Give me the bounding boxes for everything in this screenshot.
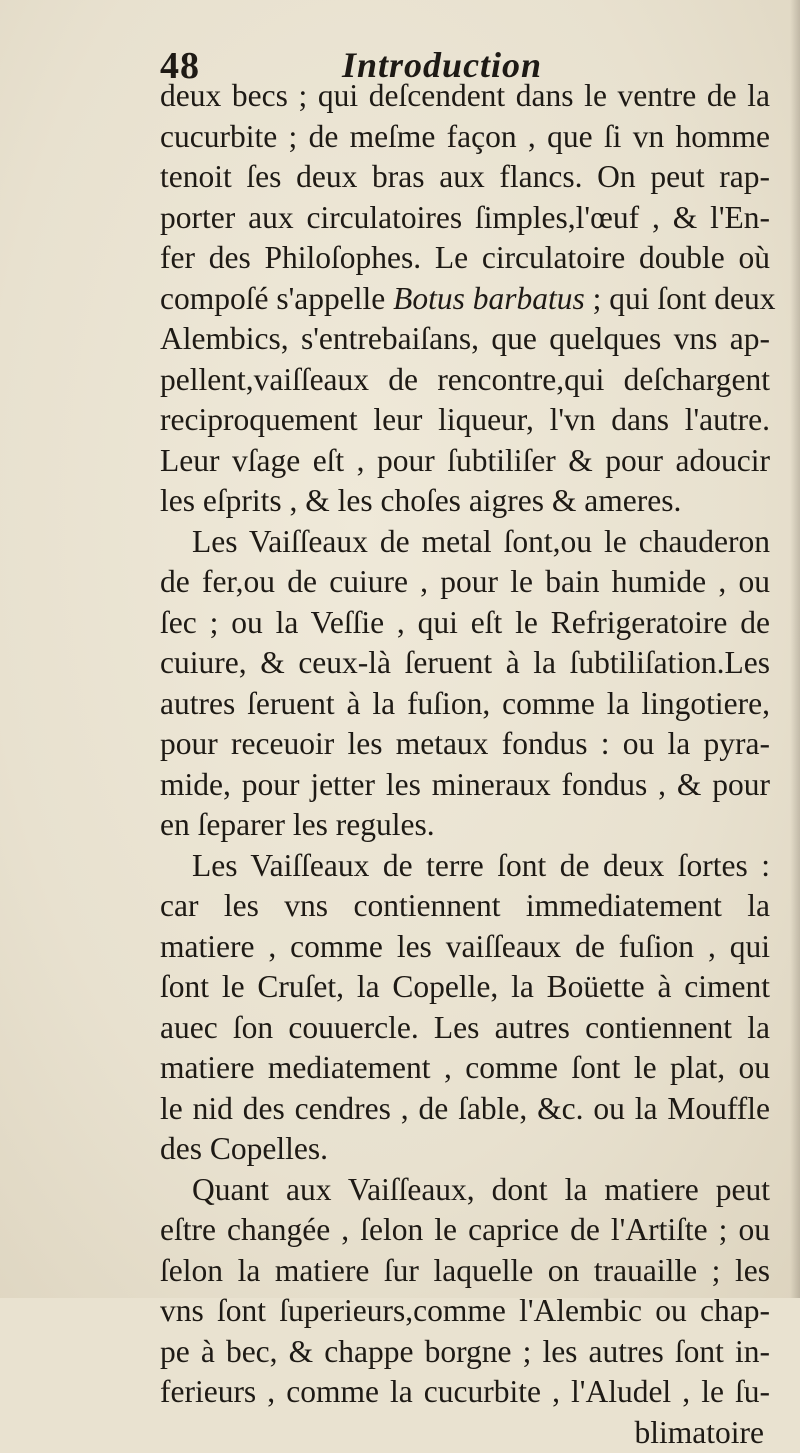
text-line: Les Vaiſſeaux de terre ſont de deux ſortes : <box>160 846 770 887</box>
text-line: de fer,ou de cuiure , pour le bain humide , ou <box>160 562 770 603</box>
text-line: mide, pour jetter les mineraux fondus , & pour <box>160 765 770 806</box>
text-line: pe à bec, & chappe borgne ; les autres ſont in- <box>160 1332 770 1373</box>
text-line: cucurbite ; de meſme façon , que ſi vn homme <box>160 117 770 158</box>
text-line: les eſprits , & les choſes aigres & ameres. <box>160 481 770 522</box>
text-line: eſtre changée , ſelon le caprice de l'Artiſte ; ou <box>160 1210 770 1251</box>
text-line: vns ſont ſuperieurs,comme l'Alembic ou chap- <box>160 1291 770 1332</box>
text-line: cuiure, & ceux-là ſeruent à la ſubtiliſation.Les <box>160 643 770 684</box>
italic-term: Botus barbatus <box>393 281 585 316</box>
text-line: Quant aux Vaiſſeaux, dont la matiere peut <box>160 1170 770 1211</box>
page-edge-shadow <box>790 0 800 1298</box>
text-line: Les Vaiſſeaux de metal ſont,ou le chauderon <box>160 522 770 563</box>
text-line: des Copelles. <box>160 1129 770 1170</box>
text-line: en ſeparer les regules. <box>160 805 770 846</box>
catchword-line: blimatoire <box>160 1413 770 1453</box>
text-line: Alembics, s'entrebaiſans, que quelques vns ap- <box>160 319 770 360</box>
page-number: 48 <box>160 44 200 88</box>
text-line: Leur vſage eſt , pour ſubtiliſer & pour adoucir <box>160 441 770 482</box>
text-line: deux becs ; qui deſcendent dans le ventre de la <box>160 76 770 117</box>
text-segment: ; qui ſont deux <box>585 281 776 316</box>
text-line: ſelon la matiere ſur laquelle on trauaille ; les <box>160 1251 770 1292</box>
body-text <box>160 76 770 1453</box>
text-line: matiere mediatement , comme ſont le plat, ou <box>160 1048 770 1089</box>
text-line <box>160 279 770 320</box>
text-line: pellent,vaiſſeaux de rencontre,qui deſchargent <box>160 360 770 401</box>
text-line: tenoit ſes deux bras aux flancs. On peut rap- <box>160 157 770 198</box>
text-line: fer des Philoſophes. Le circulatoire double où <box>160 238 770 279</box>
running-title: Introduction <box>342 44 542 86</box>
text-line: car les vns contiennent immediatement la <box>160 886 770 927</box>
text-line: autres ſeruent à la fuſion, comme la lingotiere, <box>160 684 770 725</box>
text-line: auec ſon couuercle. Les autres contiennent la <box>160 1008 770 1049</box>
text-line: reciproquement leur liqueur, l'vn dans l'autre. <box>160 400 770 441</box>
text-line: matiere , comme les vaiſſeaux de fuſion , qui <box>160 927 770 968</box>
text-line: le nid des cendres , de ſable, &c. ou la Mouffle <box>160 1089 770 1130</box>
text-line: ferieurs , comme la cucurbite , l'Aludel , le ſu- <box>160 1372 770 1413</box>
text-line: ſont le Cruſet, la Copelle, la Boüette à ciment <box>160 967 770 1008</box>
text-line: porter aux circulatoires ſimples,l'œuf , & l'En- <box>160 198 770 239</box>
text-line: pour receuoir les metaux fondus : ou la pyra- <box>160 724 770 765</box>
text-line: ſec ; ou la Veſſie , qui eſt le Refrigeratoire de <box>160 603 770 644</box>
text-segment: compoſé s'appelle <box>160 281 393 316</box>
